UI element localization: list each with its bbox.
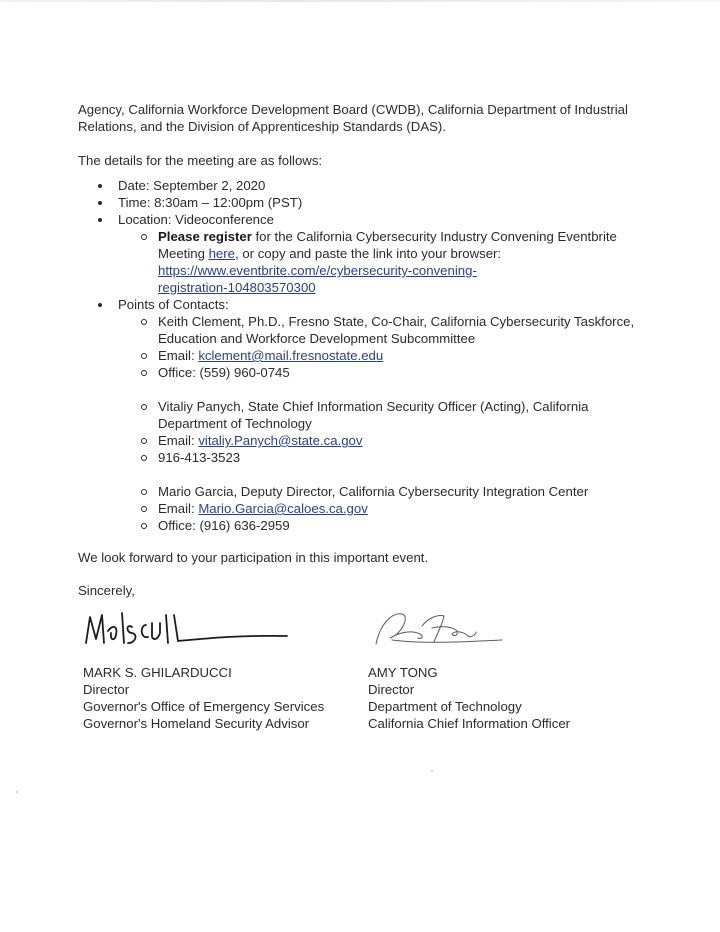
contact-email: Email: Mario.Garcia@caloes.ca.gov bbox=[78, 500, 658, 517]
signer-org: Governor's Office of Emergency Services bbox=[83, 699, 325, 714]
contact-name: Mario Garcia, Deputy Director, California Cybersecurity Integration Center bbox=[78, 483, 658, 500]
signature-ghilarducci bbox=[82, 603, 292, 653]
points-of-contacts-label: Points of Contacts: bbox=[118, 297, 229, 312]
time-text: Time: 8:30am – 12:00pm (PST) bbox=[118, 195, 303, 210]
details-intro: The details for the meeting are as follows: bbox=[78, 153, 323, 168]
eventbrite-url-link[interactable]: https://www.eventbrite.com/e/cybersecurity-convening- bbox=[158, 263, 477, 278]
email-link[interactable]: Mario.Garcia@caloes.ca.gov bbox=[198, 501, 368, 516]
signer-name: MARK S. GHILARDUCCI bbox=[83, 665, 232, 680]
signer-title: Director bbox=[368, 682, 415, 697]
closing-line: We look forward to your participation in this important event. bbox=[78, 550, 429, 565]
scan-speck bbox=[431, 770, 433, 772]
contact-name: Vitaliy Panych, State Chief Information Security Officer (Acting), California Department of Technology bbox=[78, 398, 658, 432]
please-register-text: Please register bbox=[158, 229, 252, 244]
intro-paragraph: Agency, California Workforce Development Board (CWDB), California Department of Industrial Relations, and the Division of Apprenticeship Standards (DAS). bbox=[78, 102, 628, 134]
here-link[interactable]: here bbox=[208, 246, 235, 261]
location-text: Location: Videoconference bbox=[118, 212, 274, 227]
date-item bbox=[78, 177, 658, 194]
contact-name: Keith Clement, Ph.D., Fresno State, Co-Chair, California Cybersecurity Taskforce, Education and Workforce Development Subcommittee bbox=[78, 313, 658, 347]
signer-role: California Chief Information Officer bbox=[368, 716, 571, 731]
location-item bbox=[78, 211, 658, 228]
sincerely-text: Sincerely, bbox=[78, 583, 135, 598]
signer-title: Director bbox=[83, 682, 130, 697]
email-link[interactable]: vitaliy.Panych@state.ca.gov bbox=[198, 433, 363, 448]
date-text: Date: September 2, 2020 bbox=[118, 178, 266, 193]
signer-org: Department of Technology bbox=[368, 699, 522, 714]
spacer bbox=[78, 466, 658, 483]
signer-block-left bbox=[83, 664, 324, 732]
registration-text: for the California Cybersecurity Industry Convening Eventbrite Meeting bbox=[158, 229, 617, 261]
spacer bbox=[78, 381, 658, 398]
scan-speck bbox=[16, 791, 18, 793]
eventbrite-url-link-continued[interactable]: registration-104803570300 bbox=[158, 280, 316, 295]
email-link[interactable]: kclement@mail.fresnostate.edu bbox=[198, 348, 384, 363]
signature-tong bbox=[372, 604, 507, 654]
registration-after-text: , or copy and paste the link into your browser: bbox=[235, 246, 502, 261]
contact-email: Email: kclement@mail.fresnostate.edu bbox=[78, 347, 658, 364]
contact-phone: 916-413-3523 bbox=[78, 449, 658, 466]
meeting-details-list bbox=[78, 177, 658, 534]
signer-block-right bbox=[368, 664, 570, 732]
signer-role: Governor's Homeland Security Advisor bbox=[83, 716, 310, 731]
points-of-contacts-item bbox=[78, 296, 658, 313]
registration-item bbox=[78, 228, 658, 296]
contact-phone: Office: (916) 636-2959 bbox=[78, 517, 658, 534]
signer-name: AMY TONG bbox=[368, 665, 438, 680]
contact-phone: Office: (559) 960-0745 bbox=[78, 364, 658, 381]
contact-email: Email: vitaliy.Panych@state.ca.gov bbox=[78, 432, 658, 449]
time-item bbox=[78, 194, 658, 211]
